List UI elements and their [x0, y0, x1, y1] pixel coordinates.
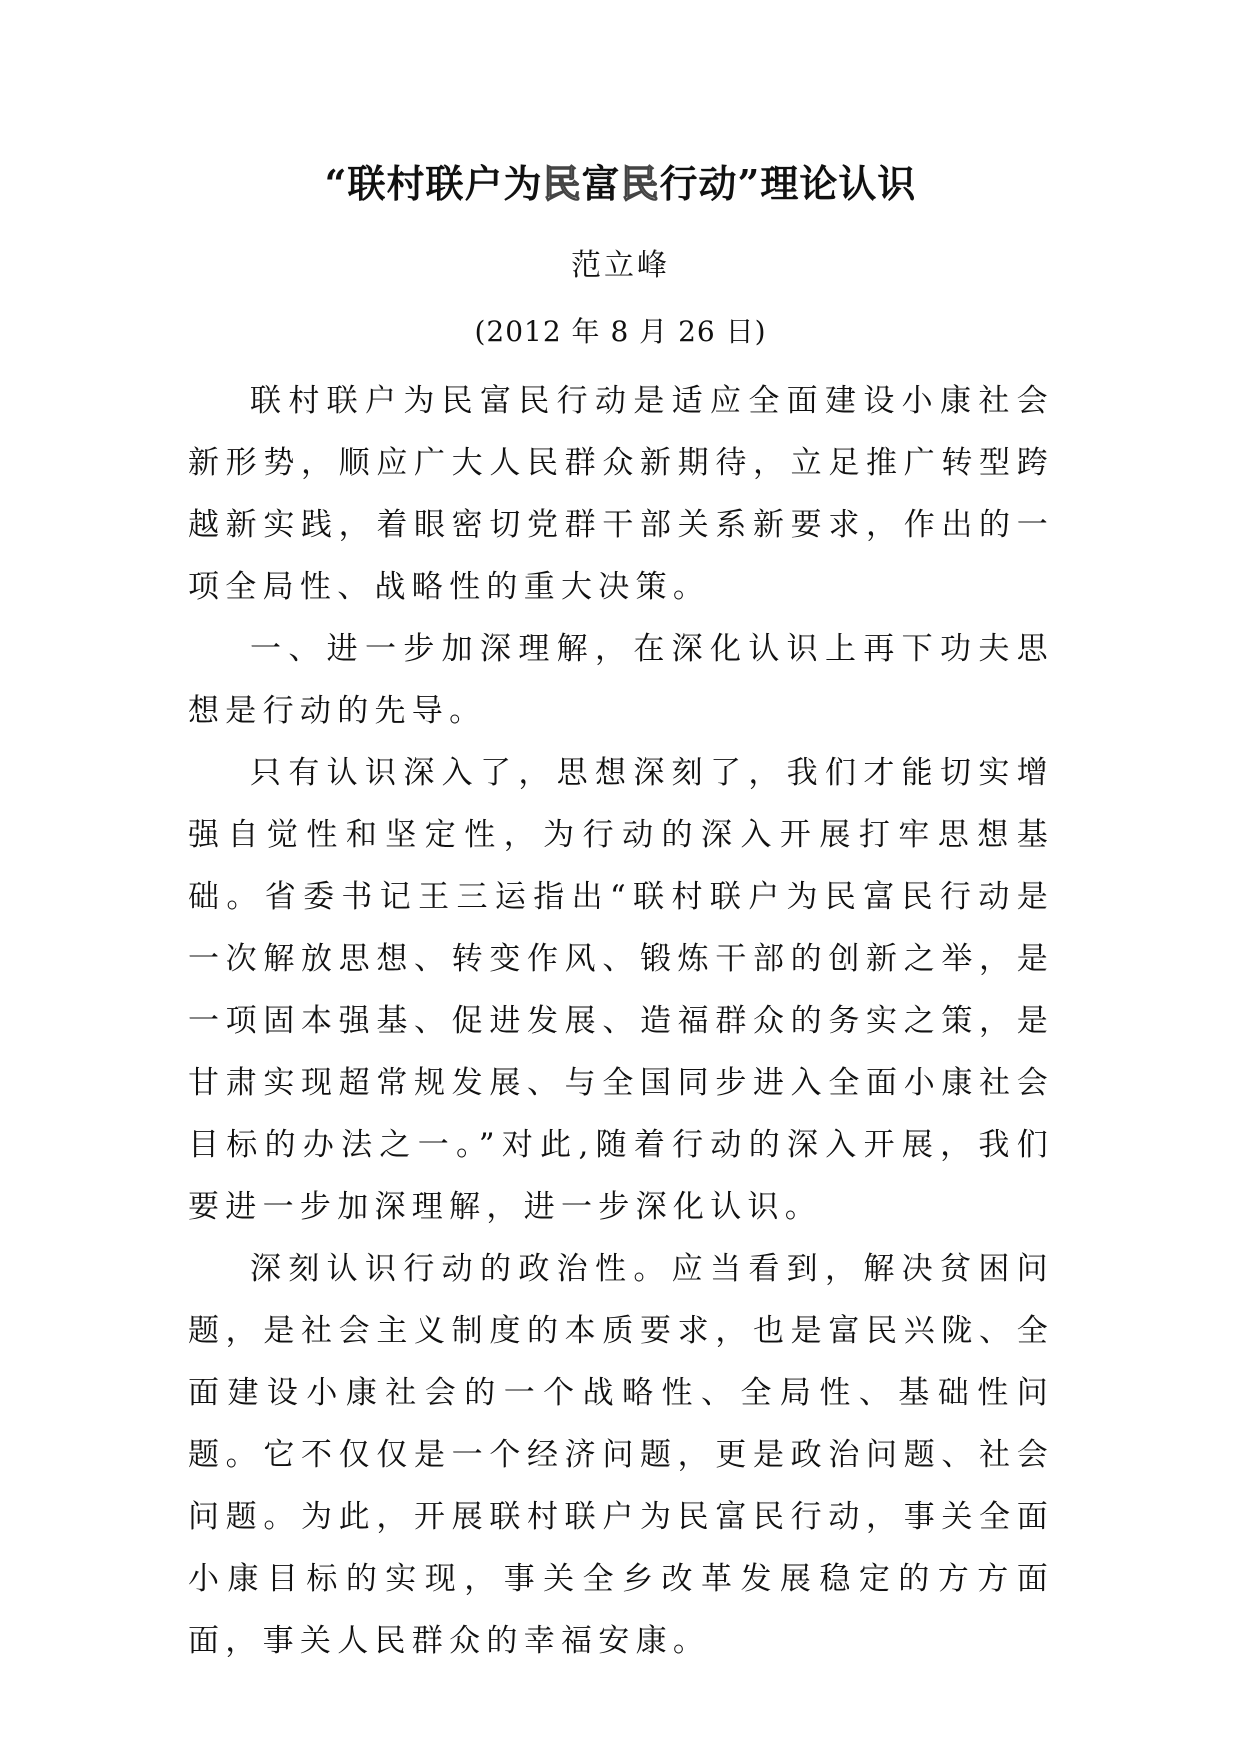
title-middle-char: 富 — [581, 161, 621, 206]
document-title — [0, 158, 1241, 210]
paragraph-section-heading: 一、进一步加深理解，在深化认识上再下功夫思想是行动的先导。 — [188, 631, 1054, 729]
title-prefix: “联村联户为 — [324, 161, 543, 206]
author-name: 范立峰 — [571, 248, 670, 283]
title-outlined-char-2: 民 — [620, 161, 660, 206]
paragraph-political: 深刻认识行动的政治性。应当看到，解决贫困问题，是社会主义制度的本质要求，也是富民兴陇、全面建设小康社会的一个战略性、全局性、基础性问题。它不仅仅是一个经济问题，更是政治问题、社会问题。为此，开展联村联户为民富民行动，事关全面小康目标的实现，事关全乡改革发展稳定的方方面面，事关人民群众的幸福安康。 — [188, 1251, 1054, 1659]
paragraph-quote: 只有认识深入了，思想深刻了，我们才能切实增强自觉性和坚定性，为行动的深入开展打牢思想基础。省委书记王三运指出“联村联户为民富民行动是一次解放思想、转变作风、锻炼干部的创新之举，是一项固本强基、促进发展、造福群众的务实之策，是甘肃实现超常规发展、与全国同步进入全面小康社会目标的办法之一。”对此,随着行动的深入开展，我们要进一步加深理解，进一步深化认识。 — [188, 755, 1054, 1225]
title-outlined-char-1: 民 — [542, 161, 582, 206]
document-date: (2012 年 8 月 26 日) — [474, 315, 767, 348]
document-body — [188, 370, 1054, 1672]
paragraph-intro: 联村联户为民富民行动是适应全面建设小康社会新形势，顺应广大人民群众新期待，立足推广转型跨越新实践，着眼密切党群干部关系新要求，作出的一项全局性、战略性的重大决策。 — [188, 383, 1054, 605]
title-suffix: 行动”理论认识 — [659, 161, 917, 206]
